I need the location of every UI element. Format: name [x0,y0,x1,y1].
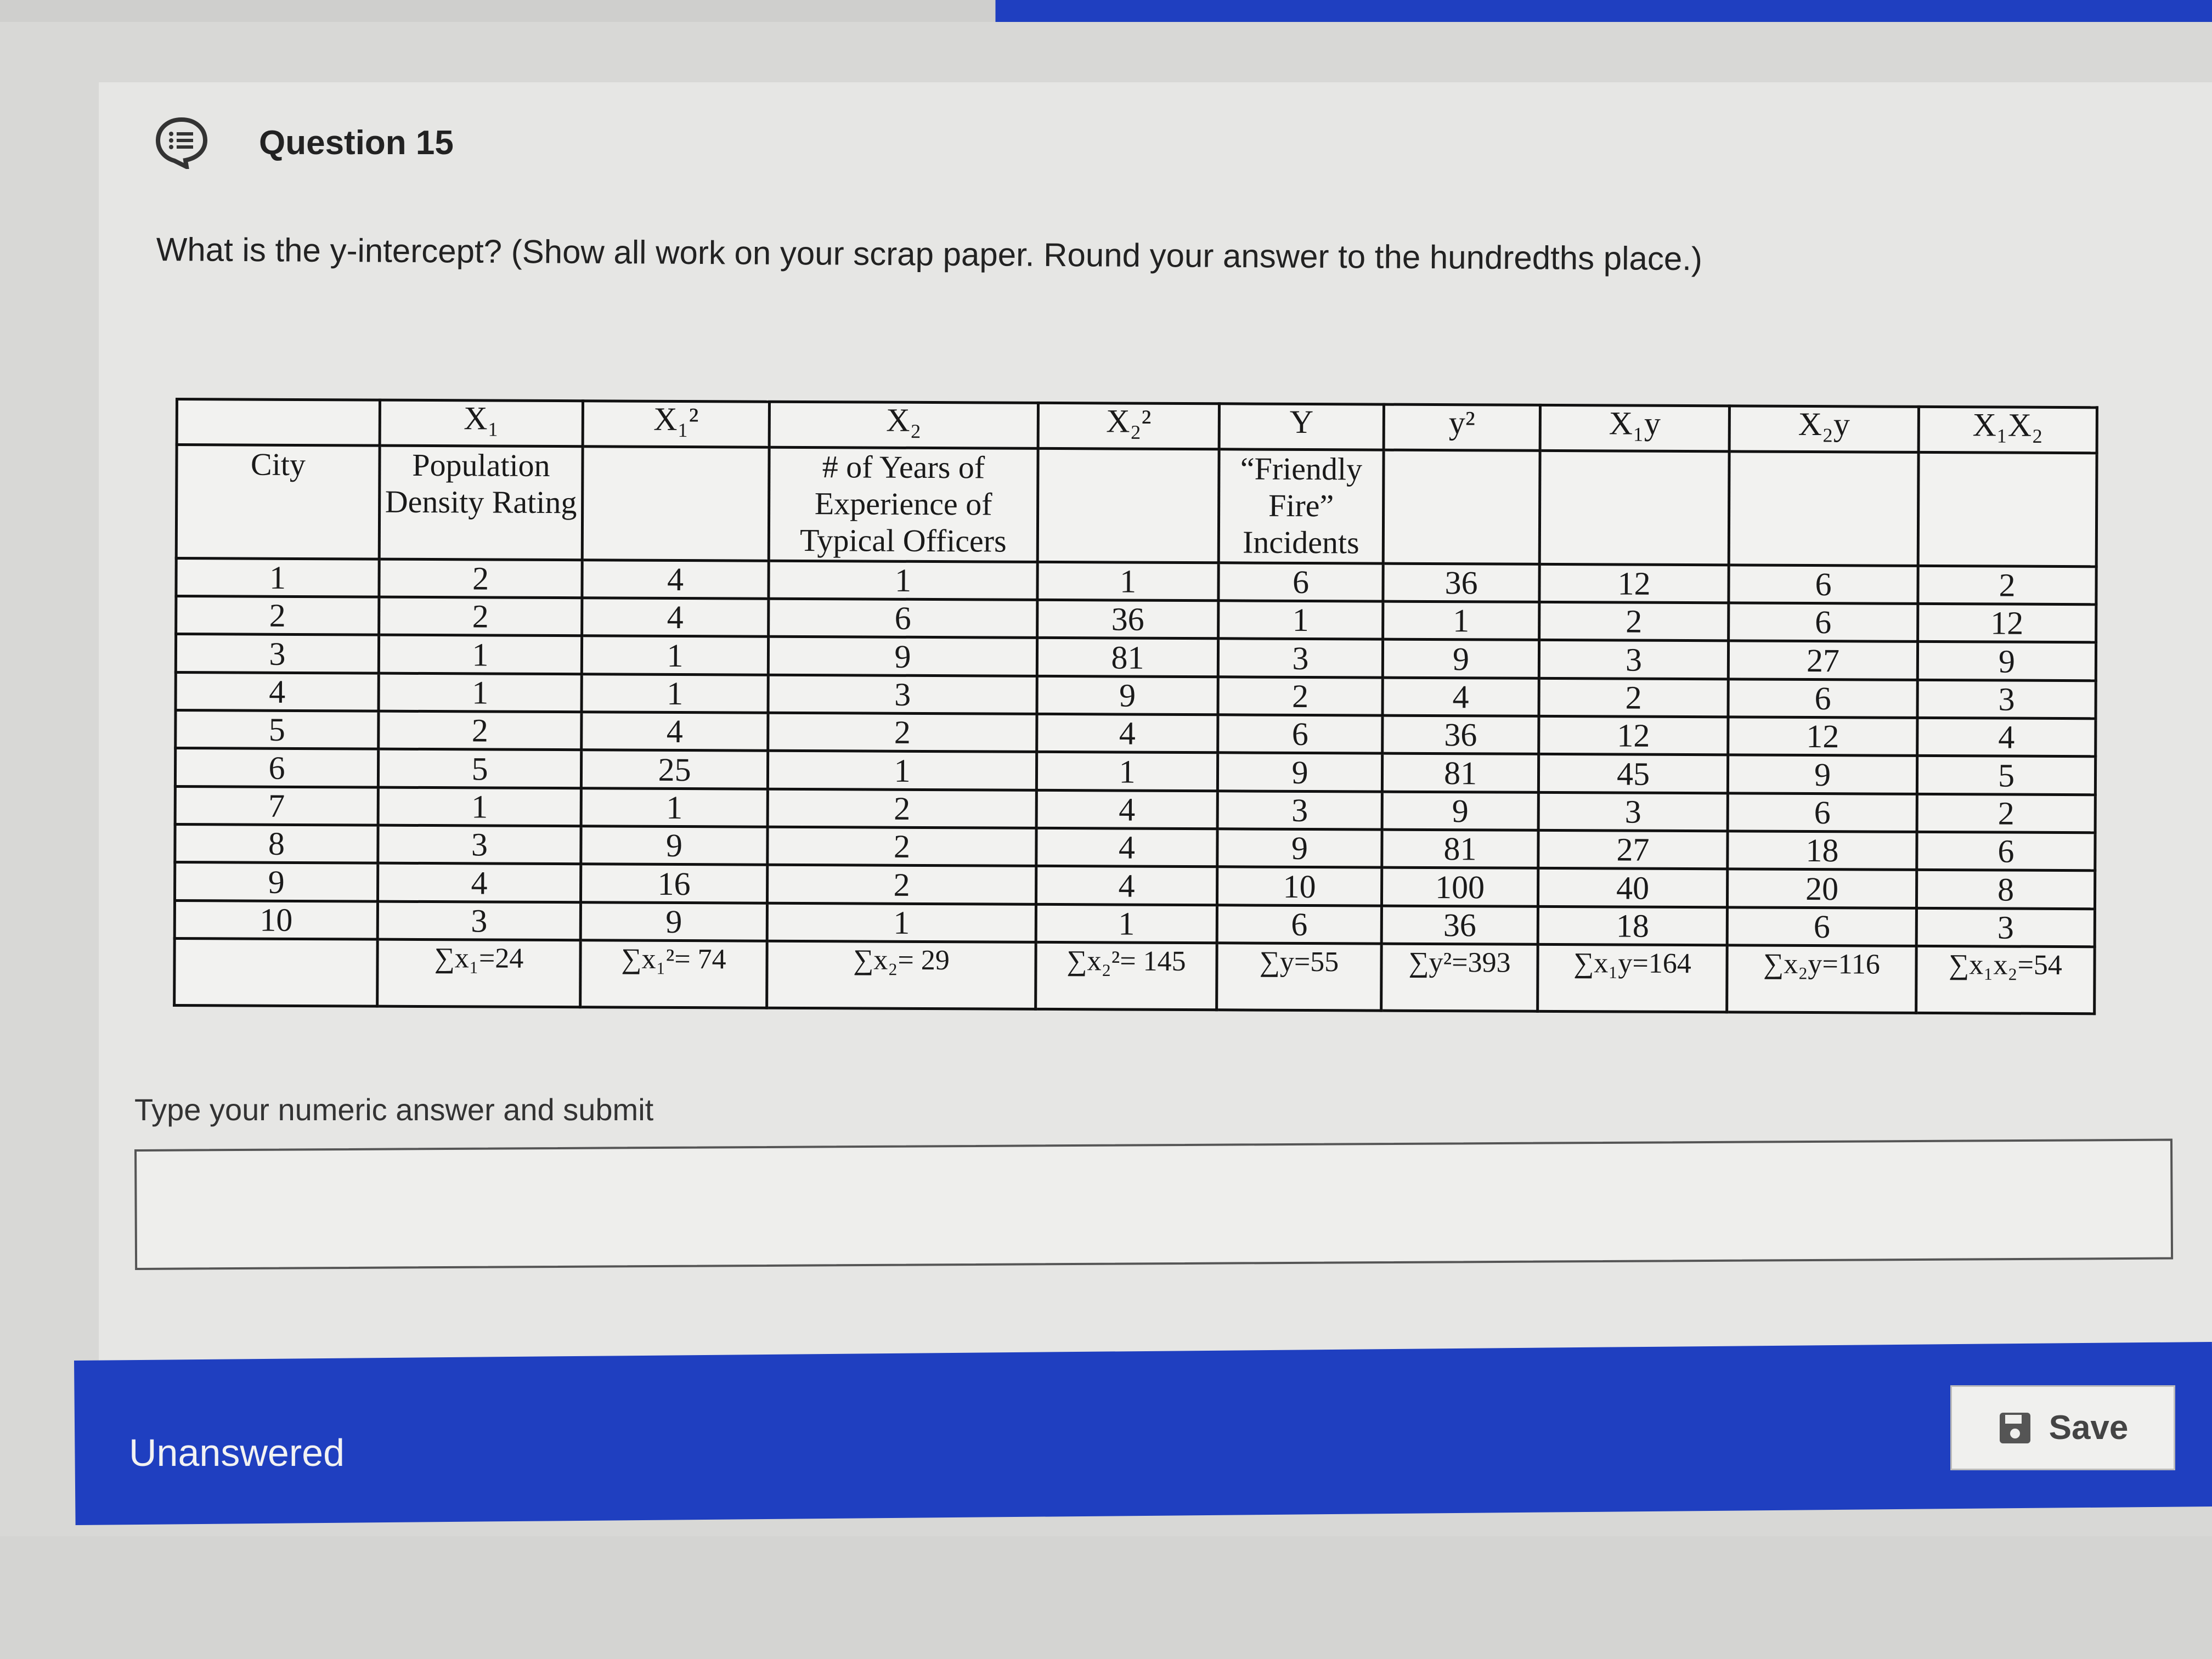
table-cell: 2 [1539,602,1729,641]
table-cell: 2 [379,559,582,598]
table-cell: 2 [768,827,1036,866]
table-description-cell [1037,449,1219,563]
table-cell: 1 [582,636,768,675]
table-cell: 6 [1728,679,1917,718]
table-cell: 1 [1036,904,1217,943]
table-description-cell: # of Years of Experience of Typical Officers [769,448,1038,562]
table-cell: 2 [768,789,1036,828]
table-sum-cell: ∑y=55 [1217,943,1382,1011]
table-cell: 4 [582,560,769,599]
table-description-row [176,445,2097,566]
table-cell: 1 [379,673,582,712]
save-button[interactable] [1950,1385,2175,1470]
table-cell: 6 [1217,905,1381,944]
table-header-cell: X₁ [380,400,583,447]
table-cell: 9 [1917,642,2096,681]
table-cell: 1 [768,751,1036,790]
table-cell: 3 [768,675,1037,714]
table-cell: 1 [378,787,581,826]
table-cell: 2 [1918,566,2096,605]
table-cell: 20 [1727,869,1916,908]
table-sum-row [174,939,2095,1014]
table-cell: 3 [1539,640,1728,679]
table-cell: 81 [1382,754,1538,793]
table-cell: 36 [1383,715,1539,754]
table-description-cell: Population Density Rating [379,446,583,560]
table-cell: 2 [176,596,379,635]
table-cell: 4 [1917,718,2096,757]
table-sum-cell [174,939,378,1006]
table-cell: 4 [1036,790,1217,829]
table-cell: 1 [1218,601,1383,640]
table-cell: 100 [1381,868,1538,907]
table-cell: 9 [768,637,1037,676]
table-cell: 12 [1918,603,2096,642]
table-cell: 36 [1383,563,1539,602]
table-cell: 5 [1917,756,2095,795]
table-cell: 9 [581,826,768,865]
table-cell: 3 [1218,639,1383,678]
table-cell: 3 [377,901,580,940]
table-header-cell: X₁² [583,401,769,448]
table-cell: 1 [769,561,1037,600]
question-header [154,112,454,173]
table-cell: 1 [1036,752,1217,791]
table-cell: 45 [1538,754,1728,793]
table-cell: 27 [1538,830,1728,869]
table-cell: 6 [1917,832,2095,871]
table-cell: 2 [379,597,582,636]
table-cell: 1 [1383,601,1539,640]
table-cell: 8 [175,825,378,864]
table-sum-cell: ∑x₁²= 74 [580,940,768,1008]
table-cell: 12 [1539,564,1729,603]
table-cell: 6 [1728,793,1917,832]
table-cell: 6 [1218,715,1383,754]
table-cell: 36 [1381,906,1538,945]
table-header-cell: X₂y [1729,406,1918,453]
table-cell: 6 [1729,603,1918,642]
table-description-cell [1729,452,1918,566]
table-cell: 5 [378,749,581,788]
table-header-cell: y² [1384,404,1540,451]
question-footer-bar [74,1342,2212,1525]
table-header-cell: X₂ [769,402,1038,449]
table-cell: 27 [1728,641,1917,680]
table-header-cell [177,399,380,446]
data-table [173,398,2098,1015]
table-cell: 2 [767,865,1036,904]
table-header-cell: X₁X₂ [1918,407,2097,453]
table-header-row [177,399,2097,454]
table-cell: 3 [1538,792,1728,831]
table-cell: 2 [768,713,1037,752]
answer-status-text: Unanswered [129,1431,345,1474]
table-cell: 9 [1382,792,1538,831]
page-bottom-area [0,1536,2212,1659]
table-cell: 18 [1728,831,1917,870]
table-cell: 10 [174,900,377,939]
table-header-cell: X₂² [1038,403,1219,449]
table-description-cell [582,447,769,561]
table-cell: 1 [379,635,582,674]
table-cell: 4 [1383,678,1539,716]
table-sum-cell: ∑x₂y=116 [1727,945,1917,1013]
table-cell: 4 [1036,866,1217,905]
table-cell: 3 [1916,908,2095,947]
table-cell: 6 [1729,565,1918,603]
table-cell: 4 [176,672,379,711]
table-sum-cell: ∑x₁y=164 [1538,945,1728,1012]
table-cell: 9 [1383,639,1539,678]
table-cell: 9 [1217,753,1382,792]
table-sum-cell: ∑y²=393 [1381,944,1538,1011]
table-cell: 81 [1382,830,1538,868]
table-cell: 3 [378,825,581,864]
table-description-cell [1539,451,1729,565]
table-cell: 2 [379,711,582,750]
table-cell: 6 [1218,562,1383,601]
table-cell: 1 [582,674,768,713]
table-body [174,558,2096,947]
table-cell: 9 [175,862,378,901]
table-cell: 1 [581,788,768,827]
table-cell: 4 [1036,828,1217,867]
question-list-icon [154,116,210,169]
table-sum-cell: ∑x₂²= 145 [1036,943,1217,1010]
table-description-cell: “Friendly Fire” Incidents [1218,449,1384,563]
answer-prompt-label: Type your numeric answer and submit [134,1092,654,1127]
table-cell: 9 [580,902,767,941]
table-header-cell: Y [1219,404,1384,450]
top-banner [0,0,2212,22]
table-cell: 4 [377,864,580,902]
table-sum-cell: ∑x₁x₂=54 [1916,946,2095,1014]
table-cell: 12 [1539,716,1728,755]
table-description-cell [1383,450,1540,564]
table-cell: 10 [1217,867,1381,906]
table-cell: 36 [1037,600,1218,639]
table-cell: 5 [176,710,379,749]
table-cell: 18 [1538,906,1727,945]
table-cell: 3 [1917,680,2096,719]
table-cell: 1 [767,903,1036,943]
table-cell: 4 [582,712,768,751]
table-cell: 1 [1037,562,1218,601]
table-cell: 16 [580,864,767,903]
table-cell: 9 [1217,829,1382,868]
table-sum-cell: ∑x₁=24 [377,939,581,1007]
table-header-cell: X₁y [1540,405,1729,452]
table-cell: 7 [175,786,378,825]
table-cell: 2 [1917,794,2095,833]
table-cell: 6 [769,599,1037,637]
table-cell: 6 [175,748,378,787]
table-cell: 12 [1728,717,1917,756]
table-cell: 40 [1538,868,1727,907]
table-cell: 9 [1037,676,1218,715]
numeric-answer-input[interactable] [134,1139,2173,1270]
table-cell: 3 [176,634,379,673]
table-cell: 81 [1037,638,1218,677]
question-title: Question 15 [259,123,454,162]
table-cell: 9 [1728,755,1917,794]
table-cell: 4 [582,598,769,637]
table-cell: 6 [1727,907,1916,946]
save-button-label: Save [2049,1409,2129,1447]
table-cell: 2 [1539,678,1728,717]
table-cell: 2 [1218,676,1383,715]
table-cell: 25 [581,750,768,789]
question-text: What is the y-intercept? (Show all work on your scrap paper. Round your answer to the hundredths place.) [156,230,1703,278]
table-sum-cell: ∑x₂= 29 [767,941,1036,1009]
table-cell: 3 [1217,791,1382,830]
table-cell: 8 [1916,870,2095,909]
table-cell: 1 [176,558,379,597]
table-cell: 4 [1037,714,1218,753]
table-description-cell: City [176,445,380,559]
table-description-cell [1918,453,2097,567]
floppy-disk-icon [1997,1410,2033,1446]
data-table-container [173,398,2096,1015]
